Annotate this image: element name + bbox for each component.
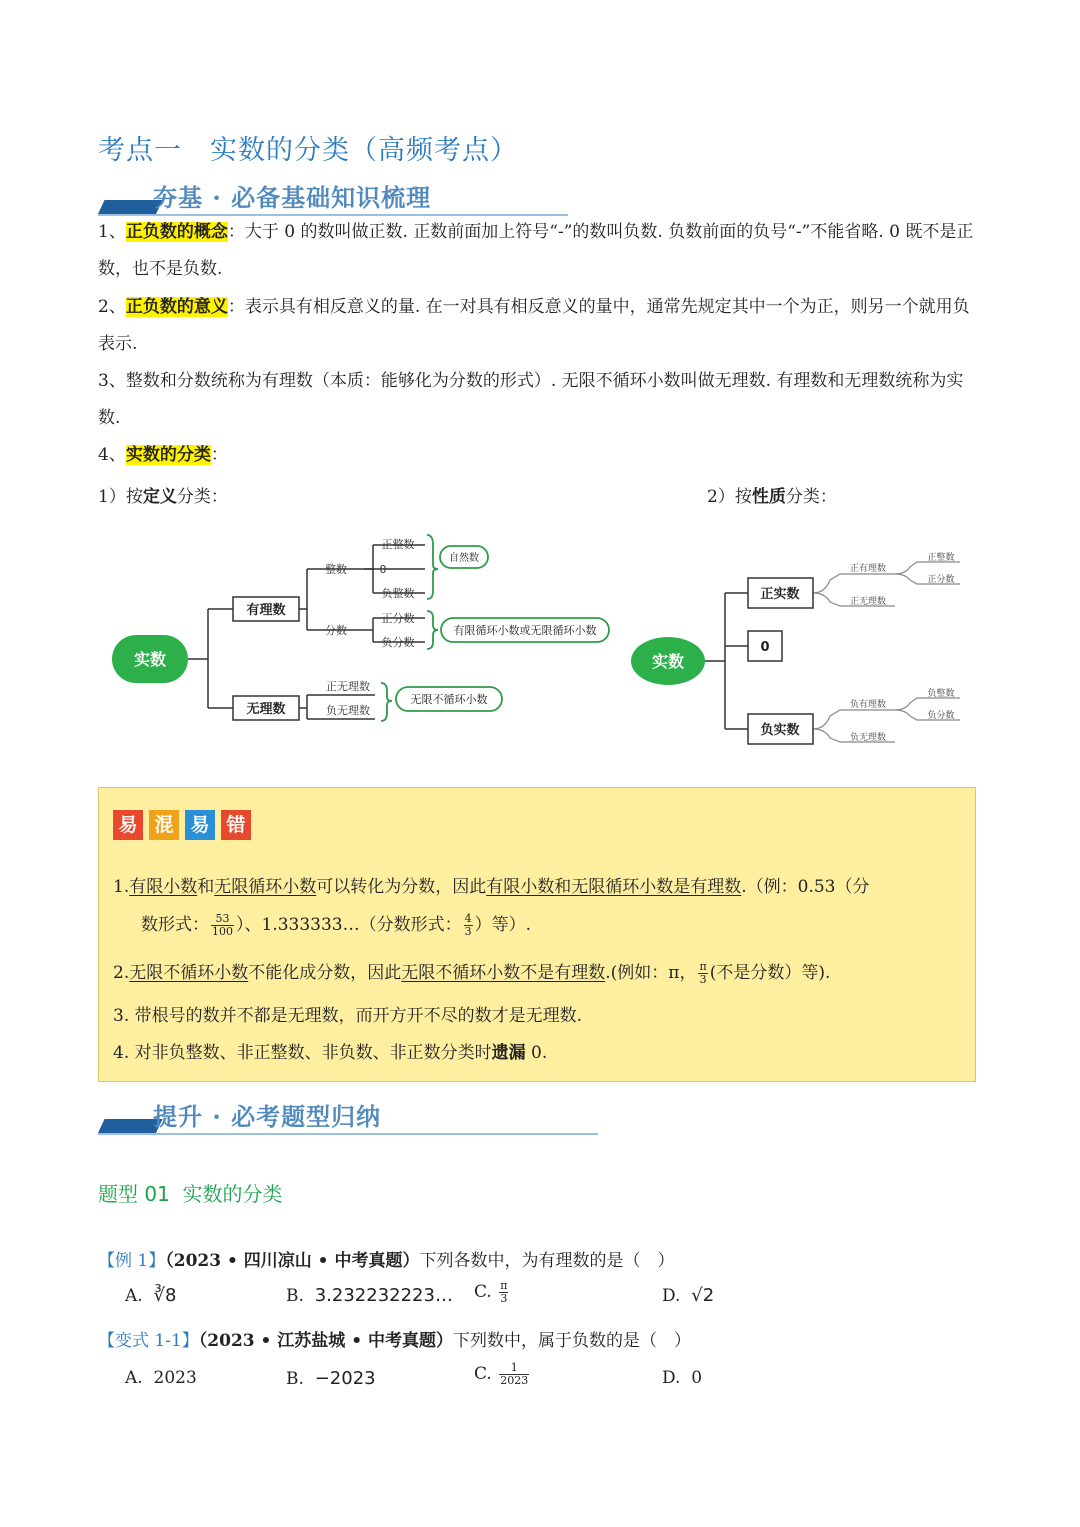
option-label: C. [474, 1364, 492, 1384]
variant-1-1-question [98, 1326, 691, 1351]
sub-pre: 1）按 [98, 487, 143, 507]
example-stem: 下列数中，属于负数的是（ ） [453, 1331, 692, 1351]
fraction-pi-3 [499, 1280, 508, 1305]
numerator: π [500, 1279, 508, 1292]
tag-yi: 易 [185, 810, 215, 840]
text: .(例如：π， [605, 963, 697, 983]
text: 2. [113, 963, 130, 983]
numerator: 1 [499, 1362, 529, 1375]
node-label: 0 [760, 640, 770, 655]
example-1-question [98, 1246, 674, 1271]
common-mistakes-box [98, 787, 976, 1082]
option-label: D. [662, 1286, 681, 1306]
text: 1. [113, 877, 130, 897]
option-label: B. [286, 1369, 304, 1389]
node-neg-rational: 负有理数 [849, 700, 887, 710]
node-zero: 0 [379, 563, 387, 576]
banner-title: 提升 · 必考题型归纳 [153, 1102, 382, 1131]
highlight-key: 正负数的概念 [125, 222, 228, 242]
variant-1-1-option-c[interactable] [474, 1362, 531, 1387]
subheading-property [707, 482, 837, 507]
denominator: 100 [212, 925, 233, 938]
example-stem: 下列各数中，为有理数的是（ ） [419, 1251, 675, 1271]
tag-hun: 混 [149, 810, 179, 840]
node-neg-frac: 负分数 [927, 711, 955, 721]
numerator: 4 [464, 912, 472, 925]
text: ）等）. [474, 915, 532, 935]
example-source: （2023 • 江苏盐城 • 中考真题） [198, 1331, 454, 1351]
underlined-text: 无限循环小数 [214, 877, 317, 897]
option-value: √2 [691, 1285, 715, 1306]
example-1-option-c[interactable] [474, 1280, 510, 1305]
underlined-text: 无限不循环小数 [129, 963, 249, 983]
text: (不是分数）等). [709, 963, 831, 983]
point-2 [98, 289, 982, 363]
option-value: ∛8 [153, 1285, 177, 1306]
highlight-key: 实数的分类 [125, 445, 211, 465]
numerator: 53 [211, 913, 234, 926]
denominator: 3 [464, 925, 472, 938]
option-value: 3.232232223… [314, 1285, 453, 1306]
node-fraction: 分数 [325, 624, 347, 637]
banner-title: 夯基 · 必备基础知识梳理 [153, 183, 432, 212]
sub-bold: 定义 [142, 487, 177, 507]
point-text: 3、整数和分数统称为有理数（本质：能够化为分数的形式）. 无限不循环小数叫做无理数. 有理数和无理数统称为实数. [98, 371, 964, 428]
variant-1-1-option-b[interactable] [286, 1368, 376, 1389]
text: 数形式： [141, 915, 209, 935]
node-label: 实数 [651, 652, 685, 671]
point-colon: ： [210, 445, 228, 465]
point-1 [98, 214, 982, 288]
node-neg-irrational: 负无理数 [849, 733, 887, 743]
note-line-1 [113, 872, 870, 897]
example-1-option-d[interactable] [662, 1285, 714, 1306]
tag-cuo: 错 [221, 810, 251, 840]
sub-pre: 2）按 [707, 487, 752, 507]
point-4 [98, 437, 982, 474]
denominator: 3 [699, 973, 707, 986]
example-1-option-b[interactable] [286, 1285, 453, 1306]
point-number: 4、 [98, 445, 126, 465]
banner-underline [98, 1133, 598, 1135]
page-title: 考点一 实数的分类（高频考点） [98, 135, 518, 166]
variant-1-1-option-d[interactable] [662, 1368, 702, 1388]
fraction-53-100 [211, 913, 234, 938]
node-neg-int: 负整数 [927, 689, 955, 699]
sub-bold: 性质 [751, 487, 786, 507]
node-label: 无理数 [246, 702, 286, 717]
node-pos-irrational: 正无理数 [849, 597, 887, 607]
tag-yi: 易 [113, 810, 143, 840]
subheading-definition [98, 482, 228, 507]
note-line-2 [141, 910, 531, 938]
text: 可以转化为分数，因此 [316, 877, 487, 897]
bold-text: 遗漏 [491, 1043, 526, 1063]
node-label: 实数 [133, 650, 167, 669]
point-number: 2、 [98, 297, 126, 317]
variant-1-1-option-a[interactable] [125, 1368, 197, 1388]
note-line-3 [113, 958, 830, 986]
sub-post: 分类： [785, 487, 837, 507]
underlined-text: 无限不循环小数不是有理数 [401, 963, 606, 983]
text: 0. [525, 1043, 548, 1063]
node-label: 正实数 [760, 587, 800, 602]
denominator: 3 [500, 1292, 508, 1305]
pill-label: 自然数 [449, 553, 479, 564]
node-neg-int: 负整数 [381, 587, 415, 600]
underlined-text: 有限小数和无限循环小数是有理数 [486, 877, 742, 897]
option-label: D. [662, 1368, 681, 1388]
text: ）、1.333333…（分数形式： [236, 915, 462, 935]
question-type-heading: 题型 01 实数的分类 [98, 1182, 283, 1206]
node-label: 负实数 [760, 723, 800, 738]
fraction-pi-3 [698, 961, 707, 986]
sub-post: 分类： [176, 487, 228, 507]
option-value: 0 [691, 1368, 703, 1388]
numerator: π [699, 960, 707, 973]
text: 和 [197, 877, 215, 897]
pill-label: 有限循环小数或无限循环小数 [453, 624, 597, 637]
classification-diagram-definition [100, 525, 620, 725]
pill-label: 无限不循环小数 [410, 693, 488, 706]
text: 4. 对非负整数、非正整数、非负数、非正数分类时 [113, 1043, 492, 1063]
example-tag: 【变式 1-1】 [98, 1331, 199, 1351]
underlined-text: 有限小数 [129, 877, 198, 897]
fraction-1-2023 [499, 1362, 529, 1387]
section-banner-exam-types [98, 1097, 598, 1137]
option-label: C. [474, 1282, 492, 1302]
node-pos-int: 正整数 [381, 538, 415, 551]
node-neg-frac: 负分数 [381, 636, 415, 649]
example-tag: 【例 1】 [98, 1251, 166, 1271]
option-label: A. [125, 1286, 143, 1306]
node-pos-frac: 正分数 [381, 612, 415, 625]
option-value: 2023 [153, 1368, 197, 1388]
example-source: （2023 • 四川凉山 • 中考真题） [165, 1251, 420, 1271]
example-1-option-a[interactable] [125, 1285, 176, 1306]
fraction-4-3 [464, 913, 473, 938]
node-pos-rational: 正有理数 [849, 564, 887, 574]
option-value: −2023 [314, 1368, 376, 1389]
node-pos-int: 正整数 [927, 553, 955, 563]
option-label: A. [125, 1368, 143, 1388]
node-pos-irr: 正无理数 [326, 680, 370, 693]
point-number: 1、 [98, 222, 126, 242]
classification-diagram-property [625, 540, 970, 750]
section-banner-basics [98, 178, 568, 218]
node-neg-irr: 负无理数 [326, 704, 370, 717]
text: 不能化成分数，因此 [248, 963, 402, 983]
note-line-4: 3. 带根号的数并不都是无理数，而开方开不尽的数才是无理数. [113, 1006, 583, 1026]
point-3 [98, 363, 982, 437]
option-label: B. [286, 1286, 304, 1306]
note-line-5 [113, 1038, 547, 1063]
point-text: ：大于 0 的数叫做正数. 正数前面加上符号“-”的数叫负数. 负数前面的负号“-”不能省略. 0 既不是正数，也不是负数. [98, 222, 974, 279]
highlight-key: 正负数的意义 [125, 297, 228, 317]
node-label: 有理数 [246, 603, 286, 618]
node-pos-frac: 正分数 [927, 575, 955, 585]
text: .（例：0.53（分 [741, 877, 870, 897]
denominator: 2023 [500, 1374, 529, 1387]
node-integer: 整数 [325, 563, 347, 576]
point-text: ：表示具有相反意义的量. 在一对具有相反意义的量中，通常先规定其中一个为正，则另一个就用负表示. [98, 297, 970, 354]
